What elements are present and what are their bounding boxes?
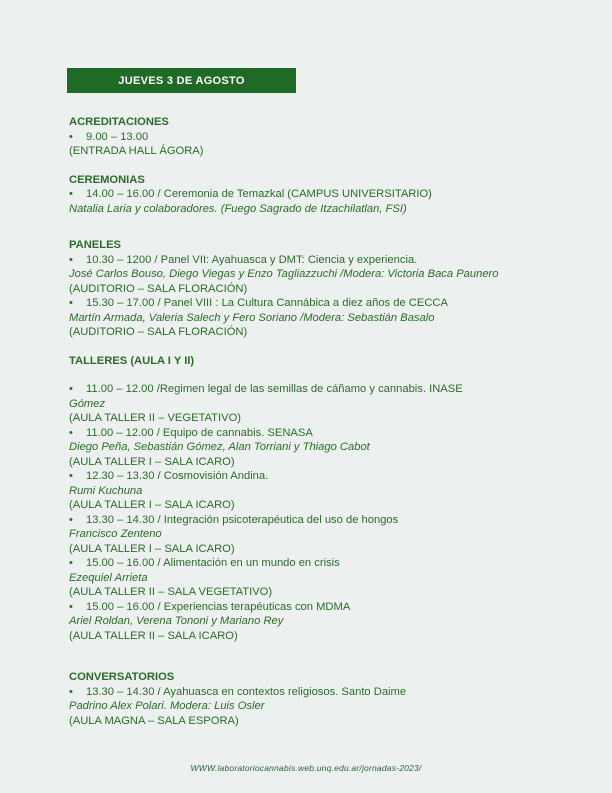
taller-people: Ezequiel Arrieta	[69, 571, 148, 584]
taller-people: Rumi Kuchuna	[69, 484, 143, 497]
panel-people: José Carlos Bouso, Diego Viegas y Enzo Tagliazzuchi /Modera: Victoria Baca Paunero	[69, 268, 499, 280]
taller-people: Francisco Zenteno	[69, 528, 162, 540]
conversatorio-item: • 13.30 – 14.30 / Ayahuasca en contextos religiosos. Santo Daime	[69, 685, 407, 698]
panel-item: • 10.30 – 1200 / Panel VII: Ayahuasca y DMT: Ciencia y experiencia.	[69, 253, 418, 266]
section-ceremonias	[69, 173, 599, 217]
panel-people: Martín Armada, Valeria Salech y Fero Soriano /Modera: Sebastián Basalo	[69, 311, 435, 324]
section-title-conversatorios: CONVERSATORIOS	[69, 671, 175, 683]
section-acreditaciones	[69, 115, 599, 159]
bullet-icon: •	[69, 426, 73, 439]
panel-place: (AUDITORIO – SALA FLORACIÓN)	[69, 326, 248, 338]
day-header	[67, 68, 296, 93]
bullet-icon: •	[69, 470, 73, 482]
taller-place: (AULA TALLER I – SALA ICARO)	[69, 542, 235, 555]
taller-item: • 11.00 – 12.00 / Equipo de cannabis. SENASA	[69, 426, 313, 439]
taller-item: • 15.00 – 16.00 / Experiencias terapéuticas con MDMA	[69, 600, 351, 613]
bullet-icon: •	[69, 600, 73, 613]
ceremonias-item: • 14.00 – 16.00 / Ceremonia de Temazkal (CAMPUS UNIVERSITARIO)	[69, 188, 432, 200]
section-paneles	[69, 238, 599, 340]
ceremonias-people: Natalia Laria y colaboradores. (Fuego Sagrado de Itzachilatlan, FSI)	[69, 202, 407, 215]
bullet-icon: •	[69, 513, 73, 526]
taller-people: Ariel Roldan, Verena Tononi y Mariano Rey	[69, 615, 284, 627]
panel-item: • 15.30 – 17.00 / Panel VIII : La Cultura Cannábica a diez años de CECCA	[69, 297, 448, 309]
taller-place: (AULA TALLER II – VEGETATIVO)	[69, 412, 242, 424]
taller-people: Diego Peña, Sebastián Gómez, Alan Torriani y Thiago Cabot	[69, 441, 370, 453]
taller-item: • 13.30 – 14.30 / Integración psicoterapéutica del uso de hongos	[69, 513, 399, 526]
bullet-icon: •	[69, 685, 73, 698]
taller-item: • 12.30 – 13.30 / Cosmovisión Andina.	[69, 470, 269, 482]
taller-place: (AULA TALLER II – SALA VEGETATIVO)	[69, 586, 273, 598]
panel-place: (AUDITORIO – SALA FLORACIÓN)	[69, 282, 248, 295]
acreditaciones-time: • 9.00 – 13.00	[69, 130, 149, 143]
taller-item: • 15.00 – 16.00 / Alimentación en un mundo en crisis	[69, 557, 340, 569]
conversatorio-place: (AULA MAGNA – SALA ESPORA)	[69, 714, 239, 727]
conversatorio-people: Padrino Alex Polari. Modera: Luis Osler	[69, 700, 265, 712]
taller-place: (AULA TALLER I – SALA ICARO)	[69, 455, 235, 468]
section-talleres	[69, 354, 599, 644]
acreditaciones-place: (ENTRADA HALL ÁGORA)	[69, 145, 204, 157]
taller-place: (AULA TALLER II – SALA ICARO)	[69, 629, 238, 642]
footer-url[interactable]: WWW.laboratoriocannabis.web.unq.edu.ar/jornadas-2023/	[190, 763, 422, 773]
bullet-icon: •	[69, 188, 73, 200]
program-content	[69, 115, 599, 742]
bullet-icon: •	[69, 297, 73, 309]
bullet-icon: •	[69, 557, 73, 569]
section-title-paneles: PANELES	[69, 239, 122, 251]
section-conversatorios	[69, 670, 599, 728]
section-title-acreditaciones: ACREDITACIONES	[69, 116, 169, 128]
section-title-talleres: TALLERES (AULA I Y II)	[69, 354, 195, 367]
bullet-icon: •	[69, 130, 73, 143]
taller-people: Gómez	[69, 397, 106, 410]
taller-item: • 11.00 – 12.00 /Regimen legal de las semillas de cáñamo y cannabis. INASE	[69, 383, 463, 395]
taller-place: (AULA TALLER I – SALA ICARO)	[69, 499, 235, 511]
day-header-title: JUEVES 3 DE AGOSTO	[118, 74, 245, 87]
bullet-icon: •	[69, 253, 73, 266]
bullet-icon: •	[69, 383, 73, 395]
section-title-ceremonias: CEREMONIAS	[69, 173, 145, 186]
